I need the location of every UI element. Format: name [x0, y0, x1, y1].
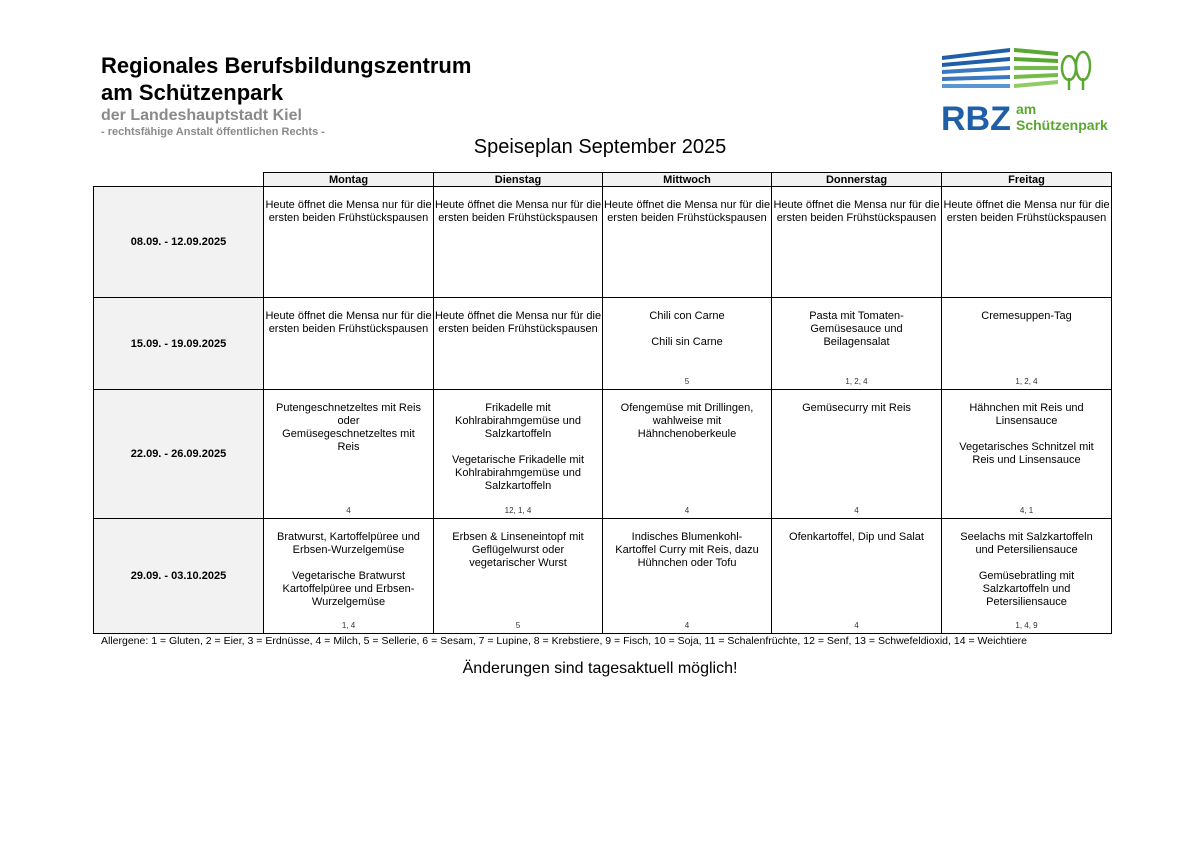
day-header-row — [94, 173, 1112, 187]
menu-cell — [942, 519, 1112, 634]
menu-cell — [603, 298, 772, 390]
menu-cell — [434, 519, 603, 634]
allergen-codes: 4 — [684, 621, 690, 630]
institution-header — [101, 52, 471, 139]
week-row — [94, 519, 1112, 634]
meal-text: Bratwurst, Kartoffelpüree und Erbsen-Wurzelgemüse Vegetarische Bratwurst Kartoffelpüree und Erbsen- Wurzelgemüse — [277, 531, 420, 608]
institution-city: der Landeshauptstadt Kiel — [101, 107, 302, 124]
logo-am-text: am — [1016, 101, 1037, 117]
institution-legal-form: - rechtsfähige Anstalt öffentlichen Rechts - — [101, 126, 325, 138]
menu-cell — [434, 187, 603, 298]
logo-park-text: Schützenpark — [1016, 117, 1108, 133]
rbz-logo — [940, 44, 1112, 136]
day-header: Dienstag — [434, 173, 603, 187]
meal-text: Ofengemüse mit Drillingen, wahlweise mit Hähnchenoberkeule — [620, 402, 754, 440]
menu-cell — [942, 390, 1112, 519]
allergen-codes: 5 — [515, 621, 521, 630]
week-label: 08.09. - 12.09.2025 — [94, 187, 264, 298]
allergen-codes: 1, 2, 4 — [1015, 377, 1038, 386]
menu-table — [93, 172, 1112, 634]
week-label: 29.09. - 03.10.2025 — [94, 519, 264, 634]
day-header: Freitag — [942, 173, 1112, 187]
meal-text: Heute öffnet die Mensa nur für die ersten beiden Frühstückspausen — [265, 310, 432, 335]
allergen-codes: 1, 4, 9 — [1015, 621, 1038, 630]
meal-text: Pasta mit Tomaten- Gemüsesauce und Beilagensalat — [809, 310, 904, 348]
meal-text: Ofenkartoffel, Dip und Salat — [789, 531, 924, 543]
meal-text: Putengeschnetzeltes mit Reis oder Gemüsegeschnetzeltes mit Reis — [276, 402, 421, 453]
day-header: Montag — [264, 173, 434, 187]
week-label: 22.09. - 26.09.2025 — [94, 390, 264, 519]
allergen-codes: 1, 2, 4 — [845, 377, 868, 386]
meal-text: Heute öffnet die Mensa nur für die ersten beiden Frühstückspausen — [773, 199, 940, 224]
meal-text: Heute öffnet die Mensa nur für die ersten beiden Frühstückspausen — [265, 199, 432, 224]
meal-text: Chili con Carne Chili sin Carne — [649, 310, 725, 348]
meal-text: Seelachs mit Salzkartoffeln und Petersiliensauce Gemüsebratling mit Salzkartoffeln und Petersiliensauce — [960, 531, 1093, 608]
changes-note: Änderungen sind tagesaktuell möglich! — [462, 660, 738, 677]
institution-name-line1: Regionales Berufsbildungszentrum — [101, 53, 472, 78]
menu-cell — [772, 390, 942, 519]
allergen-codes: 1, 4 — [341, 621, 356, 630]
tree-icon — [1062, 52, 1090, 90]
menu-cell — [603, 519, 772, 634]
allergen-codes: 4 — [684, 506, 690, 515]
meal-text: Heute öffnet die Mensa nur für die ersten beiden Frühstückspausen — [943, 199, 1110, 224]
logo-stripes — [942, 48, 1058, 88]
menu-cell — [603, 187, 772, 298]
meal-text: Frikadelle mit Kohlrabirahmgemüse und Salzkartoffeln Vegetarische Frikadelle mit Kohlrabirahmgemüse und Salzkartoffeln — [451, 402, 585, 492]
menu-cell — [772, 298, 942, 390]
allergen-codes: 4 — [346, 506, 351, 515]
meal-text: Heute öffnet die Mensa nur für die ersten beiden Frühstückspausen — [434, 199, 602, 224]
menu-cell — [772, 187, 942, 298]
menu-cell — [434, 298, 603, 390]
corner-cell — [94, 173, 264, 187]
menu-cell — [942, 187, 1112, 298]
week-row — [94, 187, 1112, 298]
menu-cell — [434, 390, 603, 519]
meal-text: Cremesuppen-Tag — [981, 310, 1072, 322]
meal-text: Gemüsecurry mit Reis — [802, 402, 911, 414]
meal-text: Erbsen & Linseneintopf mit Geflügelwurst oder vegetarischer Wurst — [452, 531, 584, 569]
meal-text: Indisches Blumenkohl- Kartoffel Curry mit Reis, dazu Hühnchen oder Tofu — [615, 531, 759, 569]
allergen-legend: Allergene: 1 = Gluten, 2 = Eier, 3 = Erdnüsse, 4 = Milch, 5 = Sellerie, 6 = Sesam, 7 = Lupine, 8 = Krebstiere, 9 = Fisch, 10 = Soja, 11 = Schalenfrüchte, 12 = Senf, 13 = Schwefeldioxid, 14 = Weichtiere — [101, 635, 1027, 647]
menu-cell — [264, 390, 434, 519]
meal-text: Heute öffnet die Mensa nur für die ersten beiden Frühstückspausen — [603, 199, 771, 224]
meal-text: Hähnchen mit Reis und Linsensauce Vegetarisches Schnitzel mit Reis und Linsensauce — [959, 402, 1094, 466]
menu-cell — [942, 298, 1112, 390]
logo-rbz-text: RBZ — [941, 100, 1011, 136]
institution-name-line2: am Schützenpark — [101, 80, 284, 105]
menu-cell — [264, 298, 434, 390]
menu-cell — [264, 519, 434, 634]
allergen-codes: 4, 1 — [1019, 506, 1034, 515]
allergen-codes: 5 — [684, 377, 690, 386]
week-row — [94, 298, 1112, 390]
allergen-codes: 4 — [854, 506, 859, 515]
allergen-codes: 4 — [854, 621, 859, 630]
menu-cell — [264, 187, 434, 298]
menu-title: Speiseplan September 2025 — [473, 136, 727, 158]
allergen-codes: 12, 1, 4 — [504, 506, 532, 515]
week-label: 15.09. - 19.09.2025 — [94, 298, 264, 390]
menu-cell — [772, 519, 942, 634]
day-header: Donnerstag — [772, 173, 942, 187]
menu-cell — [603, 390, 772, 519]
week-row — [94, 390, 1112, 519]
meal-text: Heute öffnet die Mensa nur für die ersten beiden Frühstückspausen — [434, 310, 602, 335]
day-header: Mittwoch — [603, 173, 772, 187]
